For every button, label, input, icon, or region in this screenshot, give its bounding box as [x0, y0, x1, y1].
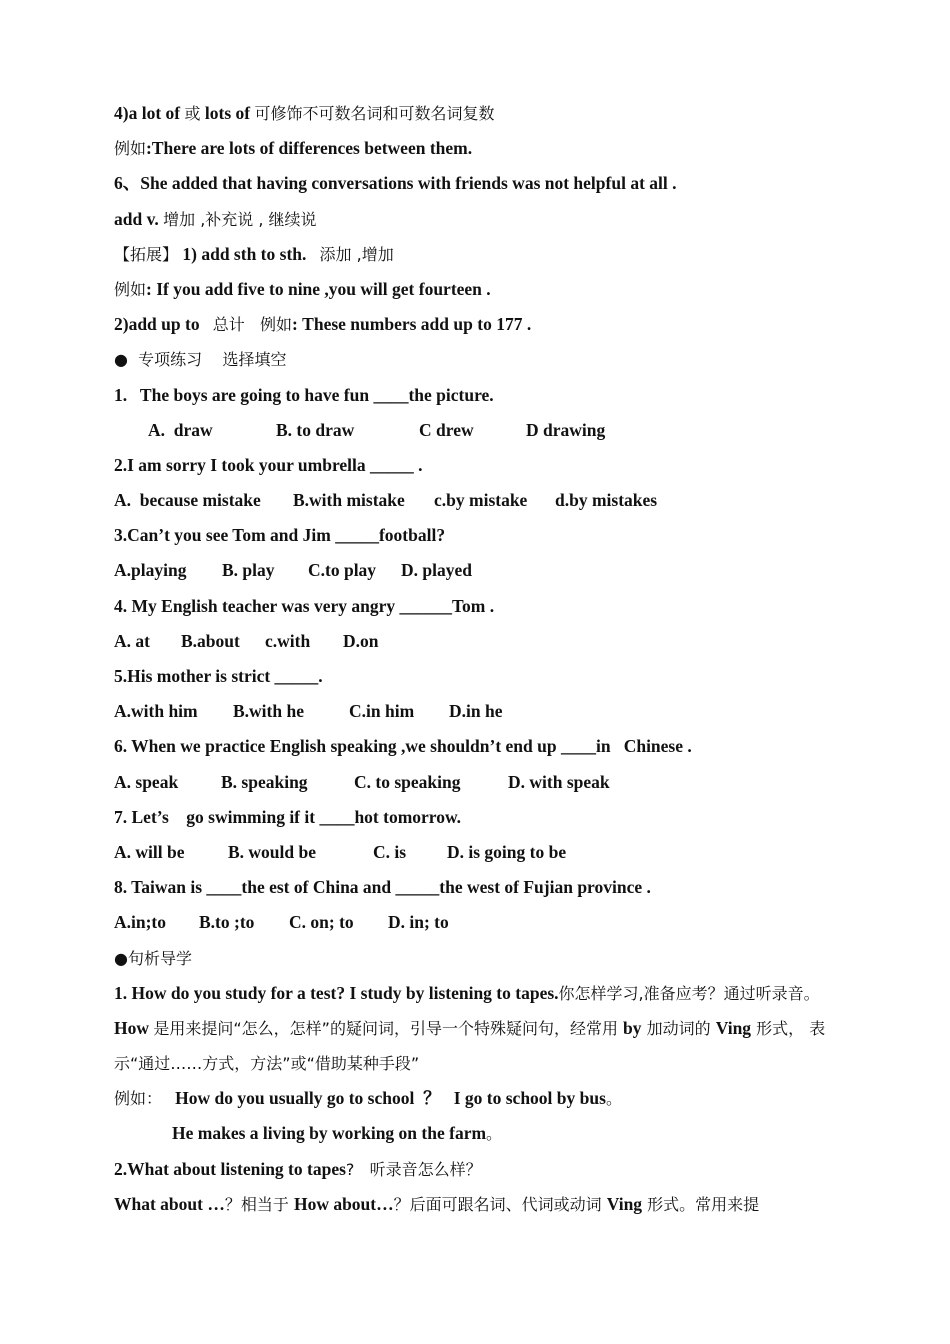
option: D. is going to be — [447, 841, 567, 862]
section-heading-sentence-analysis: ●句析导学 — [114, 948, 192, 968]
question-6: 6. When we practice English speaking ,we shouldn’t end up ____in Chinese . — [114, 736, 692, 757]
question-4-options — [114, 624, 864, 659]
question-8-options — [114, 905, 864, 940]
example-add: 例如: If you add five to nine ,you will get fourteen . — [114, 278, 491, 299]
question-2: 2.I am sorry I took your umbrella _____ . — [114, 454, 423, 475]
example-lots-of: 例如:There are lots of differences between them. — [114, 138, 473, 159]
sentence-6: 6、She added that having conversations with friends was not helpful at all . — [114, 173, 677, 194]
question-7-options — [114, 835, 864, 870]
option: A.in;to — [114, 912, 167, 933]
option: B.to ;to — [199, 912, 255, 933]
option: B. speaking — [221, 771, 308, 792]
option: B.with he — [233, 701, 304, 722]
question-7: 7. Let’s go swimming if it ____hot tomorrow. — [114, 806, 462, 827]
option: d.by mistakes — [555, 490, 658, 511]
option: C. on; to — [289, 912, 354, 933]
option: D. played — [401, 560, 472, 581]
question-5: 5.His mother is strict _____. — [114, 666, 323, 686]
question-3: 3.Can’t you see Tom and Jim _____football? — [114, 525, 446, 546]
option: A. will be — [114, 841, 185, 862]
option: A.playing — [114, 560, 187, 581]
option: C. is — [373, 841, 407, 862]
question-1: 1. The boys are going to have fun ____the picture. — [114, 384, 494, 405]
option: C drew — [419, 419, 474, 440]
option: D.on — [343, 630, 379, 651]
option: A.with him — [114, 701, 198, 722]
option: D. in; to — [388, 912, 449, 933]
question-6-options — [114, 765, 864, 800]
option: D.in he — [449, 701, 503, 722]
option: B.with mistake — [293, 490, 405, 511]
expansion-add-to: 【拓展】 1) add sth to sth. 添加 ,增加 — [114, 243, 394, 264]
option: C.in him — [349, 701, 415, 722]
question-4: 4. My English teacher was very angry ______Tom . — [114, 595, 495, 616]
option: D drawing — [526, 419, 606, 440]
question-2-options — [114, 483, 864, 518]
analysis-sentence-1: 1. How do you study for a test? I study by listening to tapes.你怎样学习,准备应考？通过听录音。 — [114, 982, 820, 1003]
question-1-options — [114, 413, 864, 448]
example-how-2: He makes a living by working on the farm。 — [172, 1123, 503, 1144]
option: B. to draw — [276, 419, 355, 440]
option: A. at — [114, 630, 150, 651]
example-how-1: 例如： How do you usually go to school ？ I go to school by bus。 — [114, 1088, 622, 1109]
expansion-add-up-to: 2)add up to 总计 例如: These numbers add up to 177 . — [114, 314, 532, 335]
option: B.about — [181, 630, 240, 651]
option: C.to play — [308, 560, 377, 581]
option: B. would be — [228, 841, 317, 862]
analysis-sentence-2: 2.What about listening to tapes? 听录音怎么样？ — [114, 1158, 482, 1179]
option: B. play — [222, 560, 275, 581]
analysis-explanation-what-about: What about …？相当于 How about…？后面可跟名词、代词或动词 Ving 形式。常用来提 — [114, 1193, 760, 1214]
option: A. because mistake — [114, 490, 261, 511]
option: c.by mistake — [434, 490, 528, 511]
section-heading-exercises: ● 专项练习 选择填空 — [114, 350, 287, 370]
option: C. to speaking — [354, 771, 461, 792]
option: c.with — [265, 630, 311, 651]
option: A. speak — [114, 771, 179, 792]
analysis-explanation-how: How 是用来提问“怎么，怎样”的疑问词，引导一个特殊疑问句，经常用 by 加动词的 Ving 形式， 表示“通过……方式，方法”或“借助某种手段” — [114, 1017, 826, 1074]
option: D. with speak — [508, 771, 610, 792]
question-3-options — [114, 553, 864, 588]
question-8: 8. Taiwan is ____the est of China and _____the west of Fujian province . — [114, 877, 651, 898]
note-a-lot-of: 4)a lot of 或 lots of 可修饰不可数名词和可数名词复数 — [114, 103, 495, 123]
option: A. draw — [148, 419, 213, 440]
question-5-options — [114, 694, 864, 729]
document-page — [114, 96, 864, 1222]
vocab-add: add v. 增加 ,补充说 , 继续说 — [114, 208, 317, 229]
